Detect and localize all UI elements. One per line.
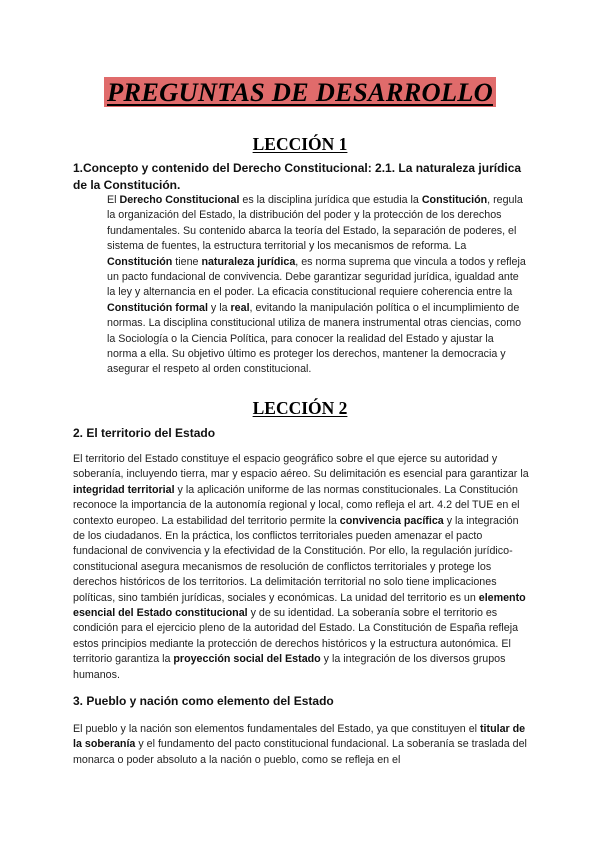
text-run: , regula la organización del Estado, la distribución del poder y la protección de los derechos fundamentales. Su contenido abarca la teoría del Estado, la separación de poderes, el sistema de fuentes, la estructura territorial y los mecanismos de reforma. La bbox=[107, 194, 523, 253]
bold-term: naturaleza jurídica bbox=[201, 255, 296, 268]
text-run: El bbox=[107, 194, 120, 206]
bold-term: Derecho Constitucional bbox=[119, 194, 240, 206]
bold-term: integridad territorial bbox=[73, 483, 175, 496]
text-run: , evitando la manipulación política o el incumplimiento de normas. La disciplina constitucional utiliza de manera instrumental otras ciencias, como la Sociología o la Ciencia Política, para conocer la realidad del Estado y ajustar la norma a ella. Su objetivo último es proteger los derechos, mantener la democracia y asegurar el respeto al orden constitucional. bbox=[107, 301, 522, 376]
bold-term: convivencia pacífica bbox=[339, 514, 444, 527]
text-run: y el fundamento del pacto constitucional fundacional. La soberanía se traslada del monarca o poder absoluto a la nación o pueblo, como se refleja en el bbox=[73, 738, 527, 766]
section-3-paragraph bbox=[73, 722, 529, 768]
text-run: y la aplicación uniforme de las normas constitucionales. La Constitución reconoce la importancia de la autonomía regional y local, como refleja el art. 4.2 del TUE en el contexto europeo. La estabilidad del territorio permite la bbox=[73, 483, 520, 527]
section-heading-3: 3. Pueblo y nación como elemento del Estado bbox=[73, 694, 334, 708]
bold-term: Constitución bbox=[421, 194, 488, 206]
bold-term: Constitución bbox=[107, 255, 173, 268]
text-run: El pueblo y la nación son elementos fundamentales del Estado, ya que constituyen el bbox=[73, 723, 480, 735]
bold-term: elemento esencial del Estado constitucional bbox=[73, 591, 526, 620]
text-run: y la integración de los diversos grupos humanos. bbox=[73, 653, 506, 681]
text-run: y de su identidad. La soberanía sobre el territorio es condición para el ejercicio pleno de la autoridad del Estado. La Constitución de España refleja estos principios mediante la protección de derechos históricos y la estructura autonómica. El territorio garantiza la bbox=[73, 607, 519, 666]
bold-term: Constitución formal bbox=[107, 301, 208, 314]
section-heading-1: 1.Concepto y contenido del Derecho Constitucional: 2.1. La naturaleza jurídica de la Constitución. bbox=[73, 161, 522, 192]
document-title: PREGUNTAS DE DESARROLLO bbox=[104, 77, 496, 107]
text-run: y la integración de los ciudadanos. En la práctica, los conflictos territoriales pueden amenazar el pacto fundacional de convivencia y la efectividad de la Constitución. Por ello, la regulación jurídico-constitucional asegura mecanismos de resolución de conflictos territoriales y protege los derechos históricos de los territorios. La delimitación territorial no solo tiene implicaciones políticas, sino también jurídicas, sociales y económicas. La unidad del territorio es un bbox=[73, 514, 519, 604]
text-run: es la disciplina jurídica que estudia la bbox=[239, 194, 422, 206]
lesson-2-heading: LECCIÓN 2 bbox=[252, 398, 348, 418]
text-run: El territorio del Estado constituye el espacio geográfico sobre el que ejerce su autoridad y soberanía, incluyendo tierra, mar y espacio aéreo. Su delimitación es esencial para garantizar la bbox=[73, 453, 529, 481]
bold-term: titular de la soberanía bbox=[73, 723, 526, 751]
section-2-paragraph bbox=[73, 452, 529, 683]
text-run: , es norma suprema que vincula a todos y refleja un pacto fundacional de convivencia. Debe garantizar seguridad jurídica, igualdad ante la ley y alternancia en el poder. La eficacia constitucional requiere coherencia entre la bbox=[107, 255, 526, 299]
section-heading-2: 2. El territorio del Estado bbox=[73, 426, 216, 440]
text-run: y la bbox=[207, 301, 231, 314]
section-1-paragraph bbox=[107, 193, 527, 378]
text-run: tiene bbox=[172, 255, 202, 268]
lesson-1-heading: LECCIÓN 1 bbox=[252, 134, 348, 154]
bold-term: proyección social del Estado bbox=[173, 653, 321, 666]
bold-term: real bbox=[230, 301, 250, 314]
